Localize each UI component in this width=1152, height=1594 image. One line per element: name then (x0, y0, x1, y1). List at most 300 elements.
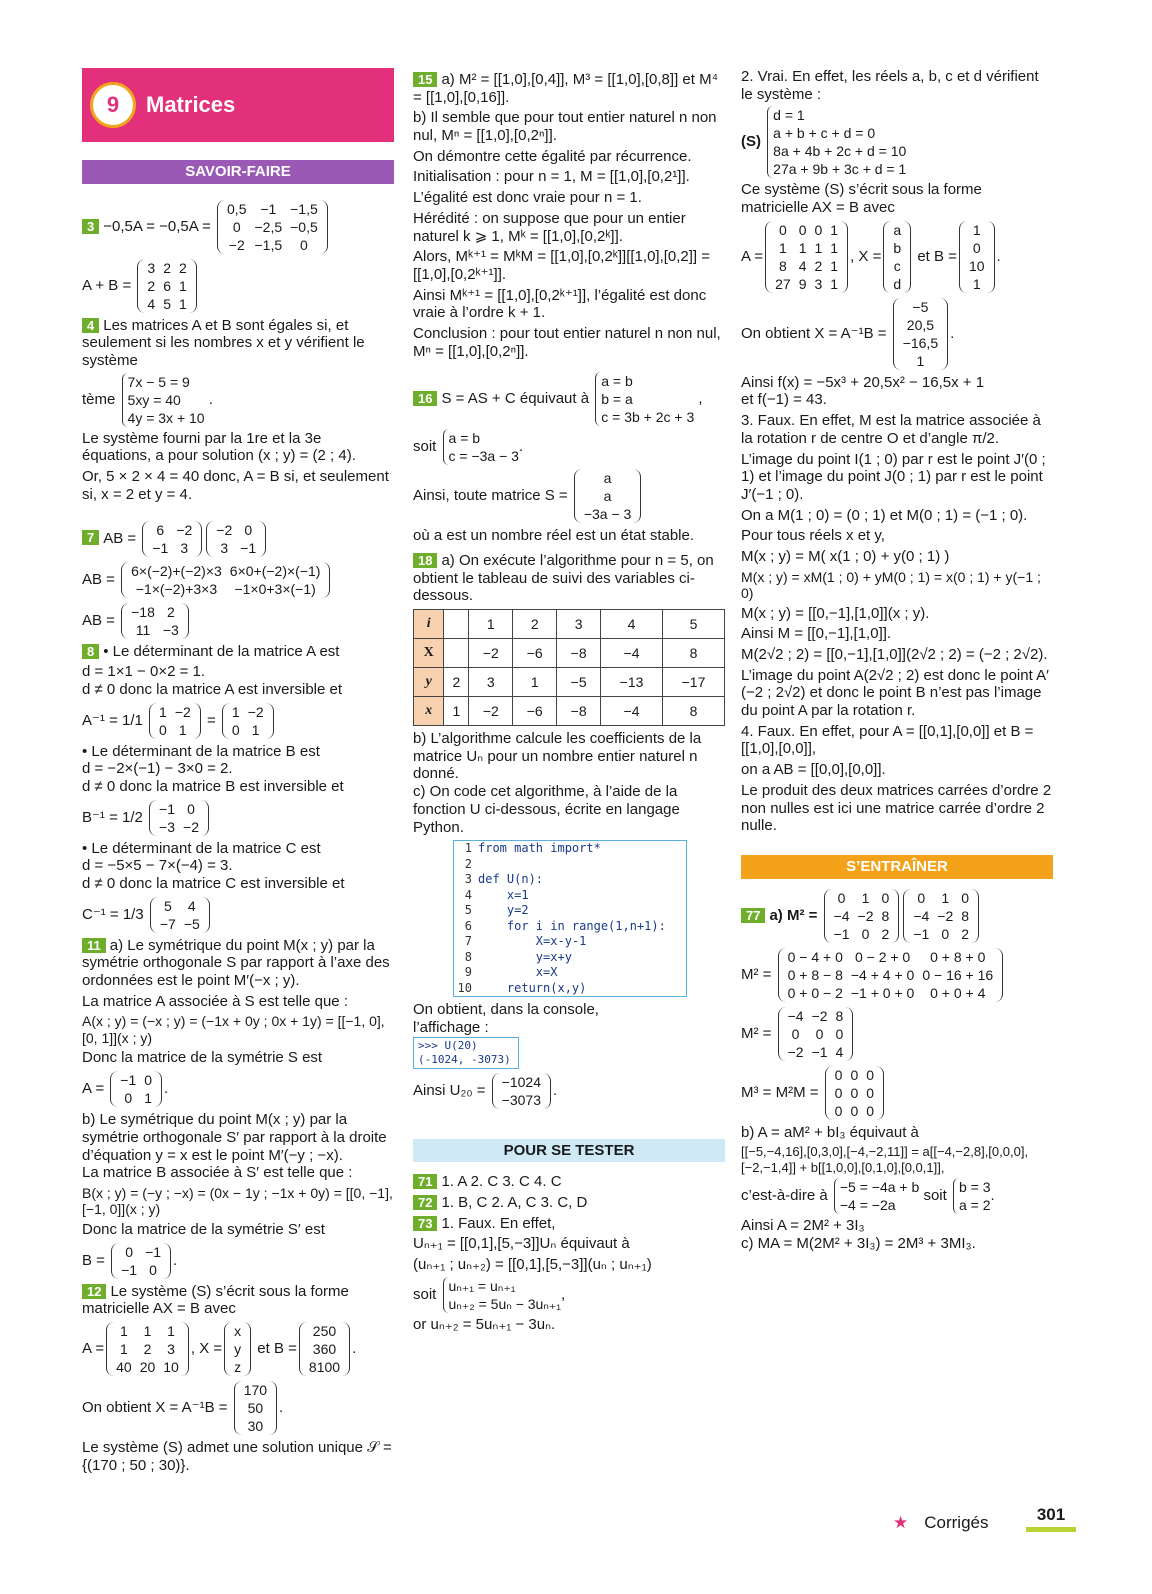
system (443, 429, 519, 465)
ex7-l3: AB = (82, 611, 115, 629)
matrix-cell: 0 (850, 1084, 859, 1101)
ex18-b: b) L’algorithme calcule les coefficients de la matrice Uₙ pour un nombre entier naturel n donné. (413, 730, 702, 783)
matrix (903, 889, 979, 943)
matrix-cell: −1 (159, 800, 176, 817)
ex7-line2 (82, 561, 394, 599)
matrix-cell: 0 (144, 1072, 153, 1089)
code-text: x=1 (478, 887, 529, 902)
matrix-cell: 1 (120, 1341, 128, 1357)
matrix-cell: 0 (850, 1066, 859, 1083)
matrix-cell: 0 (187, 800, 195, 817)
ex4-system: tème 7x − 5 = 9 5xy = 40 4y = 3x + 10 . (82, 373, 213, 426)
ex11-b3: Donc la matrice de la symétrie S′ est (82, 1220, 325, 1238)
ex15-c: On démontre cette égalité par récurrence. (413, 147, 692, 165)
matrix (149, 703, 201, 739)
matrix-cell: −2 (247, 703, 264, 720)
tracking-table (413, 609, 725, 726)
matrix-cell: 1 (251, 721, 260, 738)
c3-2: L’image du point I(1 ; 0) par r est le point J′(0 ; 1) et l’image du point J(0 ; 1) par r est le point J′(−1 ; 0). (741, 450, 1046, 503)
matrix-cell: 1 (830, 257, 839, 274)
exercise-number: 3 (82, 219, 99, 234)
ex7-l1: AB = (103, 529, 137, 547)
ex8-c4-text: C⁻¹ = 1/3 (82, 905, 144, 923)
matrix (893, 298, 948, 370)
ex8-b2: d = −2×(−1) − 3×0 = 2. (82, 760, 233, 778)
footer (893, 1513, 989, 1533)
table-row-header: X (414, 639, 444, 668)
c2-1: 2. Vrai. En effet, les réels a, b, c et d vérifient le système : (741, 68, 1039, 103)
exercise-15 (413, 71, 725, 106)
table-row-header: x (414, 697, 444, 726)
code-text: for i in range(1,n+1): (478, 918, 666, 933)
matrix-cell: 0 (941, 925, 950, 942)
matrix-cell: y (234, 1341, 242, 1357)
matrix-cell: 27 (775, 275, 791, 292)
ex4-text: Les matrices A et B sont égales si, et seulement si les nombres x et y vérifient le système (82, 316, 365, 370)
matrix-cell: −4 (833, 907, 850, 924)
matrix-cell: −1 (120, 1072, 137, 1089)
chapter-title: Matrices (146, 92, 236, 118)
matrix-cell: 1 (167, 1323, 175, 1339)
code-line (454, 841, 686, 857)
matrix-cell: −16,5 (902, 334, 939, 351)
e77-d: Ainsi A = 2M² + 3I₃ (741, 1216, 865, 1234)
c2-4: Ainsi f(x) = −5x³ + 20,5x² − 16,5x + 1 (741, 373, 985, 391)
ex15-her3: Ainsi Mᵏ⁺¹ = [[1,0],[0,2ᵏ⁺¹]], l’égalité est donc vraie à l’ordre k + 1. (413, 286, 707, 322)
matrix-cell: 6 (163, 277, 171, 294)
matrix-cell: 1 (972, 221, 981, 238)
matrix-cell: 0 (917, 889, 926, 906)
table-cell: 5 (663, 610, 725, 639)
table-cell (444, 610, 469, 639)
matrix (299, 1322, 350, 1376)
ex8-b4-text: B⁻¹ = 1/2 (82, 808, 143, 826)
code-text: def U(n): (478, 872, 544, 887)
exercise-16: 16 S = AS + C équivaut à a = b b = a c = 3b + 2c + 3 , (413, 372, 725, 426)
exercise-number: 4 (82, 318, 99, 333)
system-line: c = 3b + 2c + 3 (601, 409, 695, 426)
ex3-sum-text: A + B = (82, 276, 132, 294)
ex8-c3: d ≠ 0 donc la matrice C est inversible et (82, 875, 345, 892)
e77-c: c’est-à-dire à −5 = −4a + b −4 = −2a soit b = 3 a = 2 . (741, 1178, 995, 1213)
ex11-b4: B = 0 −1 −1 0 . (82, 1243, 178, 1278)
page-number-text: 301 (1036, 1505, 1066, 1524)
ex8-b1: • Le déterminant de la matrice B est (82, 742, 320, 760)
exercise-3 (82, 199, 394, 255)
matrix-cell: −2 (937, 907, 954, 924)
ex15-her: Hérédité : on suppose que pour un entier naturel k ⩾ 1, Mᵏ = [[1,0],[0,2ᵏ]]. (413, 209, 686, 245)
matrix (959, 221, 995, 293)
matrix-cell: −5 (912, 298, 929, 315)
matrix-cell: 360 (312, 1341, 337, 1357)
system (767, 106, 906, 178)
exercise-number: 71 (413, 1174, 437, 1189)
matrix-cell: 1 (231, 703, 240, 720)
matrix-cell: d (893, 275, 902, 292)
exercise-number: 7 (82, 530, 99, 545)
c2-5: et f(−1) = 43. (741, 391, 827, 409)
matrix-cell: 1 (941, 889, 950, 906)
ex11-a2: La matrice A associée à S est telle que : (82, 992, 348, 1010)
matrix-cell: 1 (178, 721, 187, 738)
table-row (414, 639, 725, 668)
matrix-cell: 1 (830, 275, 839, 292)
matrix-cell: −1×0+3×(−1) (234, 580, 316, 597)
ex8-a3: d ≠ 0 donc la matrice A est inversible et (82, 680, 343, 698)
matrix-cell: 0 − 4 + 0 (787, 948, 843, 965)
table-row (414, 697, 725, 726)
matrix (234, 1381, 277, 1435)
system-line: −5 = −4a + b (839, 1178, 920, 1195)
system-line: d = 1 (773, 107, 805, 124)
matrix-cell: 4 (835, 1043, 844, 1060)
c2-solution: On obtient X = A⁻¹B = −5 20,5 −16,5 1 . (741, 298, 955, 369)
table-cell: 1 (469, 610, 513, 639)
exercise-71 (413, 1173, 725, 1191)
matrix-cell: 1 (861, 889, 870, 906)
ex7-line3 (82, 602, 394, 640)
ex4-p1: Le système fourni par la 1re et la 3e équations, a pour solution (x ; y) = (2 ; 4). (82, 429, 356, 465)
matrix-cell: 1 (814, 239, 823, 256)
matrix-cell: 2 (166, 603, 175, 620)
ex8-a2: d = 1×1 − 0×2 = 1. (82, 663, 206, 681)
matrix-cell: −2 (216, 521, 233, 538)
ex11-b: b) Le symétrique du point M(x ; y) par la symétrie orthogonale S′ par rapport à la droite d’équation y = x est le point M′(−y ; −x). (82, 1111, 387, 1164)
system-line: c = −3a − 3 (448, 448, 519, 465)
matrix-cell: 0 (244, 521, 253, 538)
ex73-3: (uₙ₊₁ ; uₙ₊₂) = [[0,1],[5,−3]](uₙ ; uₙ₊₁) (413, 1256, 652, 1273)
console-line-1: >>> U(20) (418, 1038, 478, 1052)
code-line-number: 8 (464, 949, 472, 964)
matrix-cell: 0 (231, 721, 240, 738)
matrix-cell: −4 + 4 + 0 (850, 966, 915, 983)
code-text: x=X (478, 965, 558, 980)
ex18-a: a) On exécute l’algorithme pour n = 5, on obtient le tableau de suivi des variables ci-dessous. (413, 552, 714, 605)
exercise-8 (82, 643, 394, 661)
matrix-cell: 0 (798, 221, 807, 238)
matrix-cell: −2 (183, 818, 199, 835)
matrix (121, 603, 189, 639)
e77-l2: M² = (741, 965, 772, 983)
exercise-4 (82, 317, 394, 370)
section-s-entrainer: S’ENTRAÎNER (741, 855, 1053, 879)
exercise-73 (413, 1215, 725, 1233)
ex11-a4-text: A = (82, 1080, 105, 1098)
ex12-a-label: A = (82, 1339, 105, 1357)
matrix-cell: 10 (163, 1359, 179, 1375)
section-pour-se-tester: POUR SE TESTER (413, 1139, 725, 1163)
chapter-header (82, 68, 394, 142)
ex8-a4: A⁻¹ = 1/1 1 −2 0 1 = 1 −2 0 1 (82, 702, 394, 740)
ex11-b4-text: B = (82, 1251, 105, 1269)
ex11-a: a) Le symétrique du point M(x ; y) par la symétrie orthogonale S par rapport à l’axe des ordonnées est le point M′(−x ; y). (82, 936, 390, 990)
matrix-cell: 1 (144, 1090, 153, 1107)
e77-line2 (741, 947, 1053, 1003)
matrix-cell: −1 (260, 200, 277, 217)
matrix-cell: 8 (779, 257, 787, 274)
matrix-cell: −0,5 (290, 218, 318, 235)
ex12-1: Le système (S) s’écrit sous la forme matricielle AX = B avec (82, 1282, 349, 1318)
exercise-11 (82, 937, 394, 990)
ex12-3: Le système (S) admet une solution unique 𝒮 = {(170 ; 50 ; 30)}. (82, 1439, 392, 1474)
code-text: y=x+y (478, 949, 572, 964)
matrix-cell: 1 (830, 239, 839, 256)
table-cell: 1 (513, 668, 557, 697)
matrix-cell: 2 (961, 925, 970, 942)
table-cell: −8 (557, 697, 601, 726)
matrix-cell: 50 (247, 1400, 264, 1416)
table-cell: 3 (469, 668, 513, 697)
code-line-number: 5 (464, 903, 472, 918)
ex4-p2: Or, 5 × 2 × 4 = 40 donc, A = B si, et seulement si, x = 2 et y = 4. (82, 468, 389, 503)
matrix-cell: 1 (159, 703, 167, 720)
matrix-cell: 20 (139, 1359, 156, 1375)
table-cell: −4 (601, 639, 663, 668)
ex12-b-label: et B = (257, 1339, 297, 1357)
matrix-cell: −1 (833, 925, 850, 942)
matrix-cell: 0 + 0 + 4 (930, 984, 986, 1001)
matrix-cell: 1 (120, 1323, 128, 1339)
e77-line4 (741, 1065, 1053, 1121)
ex12-2: On obtient X = A⁻¹B = (82, 1398, 228, 1416)
matrix-cell: −7 (159, 915, 176, 932)
system-line: uₙ₊₂ = 5uₙ − 3uₙ₊₁ (448, 1295, 562, 1312)
c2-system (741, 106, 1053, 178)
exercise-number: 77 (741, 908, 765, 923)
matrix-cell: 0 + 8 + 0 (930, 948, 986, 965)
ex15-her2: Alors, Mᵏ⁺¹ = MᵏM = [[1,0],[0,2ᵏ]][[1,0],[0,2]] = [[1,0],[0,2ᵏ⁺¹]]. (413, 248, 711, 283)
e77-l4: M³ = M²M = (741, 1083, 819, 1101)
matrix (217, 200, 328, 254)
python-code-block (453, 840, 687, 997)
matrix-cell: 1 (798, 239, 807, 256)
matrix-cell: 0 (835, 1025, 844, 1042)
star-icon: ★ (893, 1513, 909, 1532)
system-line: a = b (448, 430, 481, 447)
c3-9: M(2√2 ; 2) = [[0,−1],[1,0]](2√2 ; 2) = (−2 ; 2√2). (741, 646, 1048, 664)
ex73-1: 1. Faux. En effet, (441, 1214, 556, 1232)
exercise-12 (82, 1283, 394, 1318)
code-line (454, 919, 686, 935)
matrix-cell: 0 + 8 − 8 (787, 966, 843, 983)
e77-soit: soit (923, 1186, 947, 1204)
ex8-b4 (82, 799, 394, 837)
matrix (778, 948, 1004, 1002)
matrix-cell: 0 (961, 889, 970, 906)
matrix (137, 259, 196, 313)
c4-2: on a AB = [[0,0],[0,0]]. (741, 761, 886, 779)
ex8-c2: d = −5×5 − 7×(−4) = 3. (82, 857, 233, 875)
matrix-cell: −3073 (501, 1091, 541, 1108)
e77-b-eq: [[−5,−4,16],[0,3,0],[−4,−2,11]] = a[[−4,−2,8],[0,0,0],[−2,−1,4]] + b[[1,0,0],[0,1,0],[0,0,1]], (741, 1144, 1029, 1175)
table-cell (444, 639, 469, 668)
exercise-number: 72 (413, 1195, 437, 1210)
matrix-cell: −2 (787, 1043, 804, 1060)
matrix (206, 521, 266, 557)
matrix-cell: −1 (152, 539, 169, 556)
matrix-cell: z (234, 1359, 242, 1375)
ex11-a3: Donc la matrice de la symétrie S est (82, 1049, 323, 1067)
table-cell: −5 (557, 668, 601, 697)
code-line (454, 872, 686, 888)
system-line: b = a (601, 391, 633, 408)
matrix-cell: −1×(−2)+3×3 (135, 580, 218, 597)
matrix-cell: 6×(−2)+(−2)×3 (131, 562, 222, 579)
system-line: a = 2 (958, 1196, 991, 1213)
code-line (454, 981, 686, 997)
matrix-cell: 3 (167, 1341, 175, 1357)
code-line (454, 950, 686, 966)
ex11-a4: A = −1 0 0 1 . (82, 1072, 169, 1107)
ex18-console-line (413, 1001, 725, 1068)
column-2 (413, 68, 725, 1333)
matrix-cell: 0 (834, 1084, 843, 1101)
ex16-1: S = AS + C équivaut à (441, 390, 590, 408)
matrix-cell: −2 (176, 521, 193, 538)
matrix-cell: 0 (815, 1025, 824, 1042)
ex18-result: Ainsi U₂₀ = −1024 −3073 . (413, 1073, 558, 1108)
matrix-cell: 0 (300, 236, 308, 253)
matrix-cell: −1 (913, 925, 930, 942)
ex8-a1: • Le déterminant de la matrice A est (103, 642, 340, 660)
ex16-3: où a est un nombre réel est un état stable. (413, 527, 695, 545)
matrix-cell: 0 (834, 1066, 843, 1083)
matrix-cell: −5 (183, 915, 200, 932)
table-cell: 4 (601, 610, 663, 639)
exercise-number: 12 (82, 1284, 106, 1299)
ex12-x-label: X = (199, 1339, 223, 1357)
ex12-matrices: A = 1 1 1 1 2 3 40 20 10 , X = x y z et B = 250 360 8100 . (82, 1323, 357, 1375)
system (595, 372, 694, 426)
matrix-cell: −18 (131, 603, 155, 620)
code-text: from math import* (478, 841, 601, 856)
matrix (142, 521, 202, 557)
ex18-c: c) On code cet algorithme, à l’aide de la fonction U ci-dessous, écrite en langage Python. (413, 783, 680, 836)
ex8-c1: • Le déterminant de la matrice C est (82, 839, 321, 857)
ex16-soit: soit a = b c = −3a − 3 . (413, 430, 524, 465)
ex73-4: or uₙ₊₂ = 5uₙ₊₁ − 3uₙ. (413, 1315, 556, 1333)
matrix-cell: 3 (180, 539, 189, 556)
c2-b-label: et B = (917, 247, 957, 265)
system-line: b = 3 (958, 1178, 991, 1195)
system (443, 1277, 562, 1313)
matrix-cell: −1 + 0 + 0 (850, 984, 915, 1001)
matrix-cell: 2 (881, 925, 890, 942)
matrix-cell: −1 (145, 1243, 162, 1260)
matrix-cell: 0 (837, 889, 846, 906)
chapter-number: 9 (90, 82, 136, 128)
exercise-number: 73 (413, 1216, 437, 1231)
c3-3: On a M(1 ; 0) = (0 ; 1) et M(0 ; 1) = (−1 ; 0). (741, 506, 1028, 524)
matrix-cell: b (893, 239, 902, 256)
matrix-cell: 0 (779, 221, 787, 238)
table-cell: −8 (557, 639, 601, 668)
ex15-init2: L’égalité est donc vraie pour n = 1. (413, 189, 642, 207)
ex7-l2: AB = (82, 570, 115, 588)
matrix-cell: x (234, 1323, 242, 1339)
matrix-cell: 4 (147, 295, 156, 312)
table-cell: 1 (444, 697, 469, 726)
code-text: return(x,y) (478, 980, 587, 995)
matrix-cell: 2 (147, 277, 156, 294)
c3-8: Ainsi M = [[0,−1],[1,0]]. (741, 625, 892, 643)
matrix-cell: 4 (187, 897, 196, 914)
matrix-cell: 1 (178, 295, 187, 312)
matrix (224, 1322, 251, 1376)
matrix-cell: 0 (881, 889, 890, 906)
table-cell: 8 (663, 639, 725, 668)
matrix-cell: 6×0+(−2)×(−1) (229, 562, 321, 579)
matrix-cell: 0 (814, 221, 823, 238)
e77-l3: M² = (741, 1024, 772, 1042)
system-line: 4y = 3x + 10 (127, 409, 205, 426)
code-line-number: 4 (464, 887, 472, 902)
matrix-cell: −1024 (501, 1073, 541, 1090)
ex18-e: Ainsi U₂₀ = (413, 1081, 486, 1099)
code-line (454, 903, 686, 919)
ex73-2: Uₙ₊₁ = [[0,1],[5,−3]]Uₙ équivaut à (413, 1235, 630, 1253)
matrix-cell: 20,5 (906, 316, 935, 333)
matrix-cell: 0 (149, 1261, 157, 1278)
table-row-header: i (414, 610, 444, 639)
system-line: uₙ₊₁ = uₙ₊₁ (448, 1277, 516, 1294)
ex11-b2: La matrice B associée à S′ est telle que : (82, 1164, 353, 1182)
c2-matrices: A = 0 0 0 1 1 1 1 1 8 4 2 1 27 9 3 1 , X = a b c d et B = 1 0 10 1 . (741, 221, 1001, 292)
system-line: a = b (601, 373, 633, 390)
matrix-cell: 8 (881, 907, 890, 924)
matrix-cell: 1 (143, 1323, 152, 1339)
c4-3: Le produit des deux matrices carrées d’ordre 2 non nulles est ici une matrice carrée d’ordre 2 nulle. (741, 781, 1052, 835)
c3-6: M(x ; y) = xM(1 ; 0) + yM(0 ; 1) = x(0 ; 1) + y(−1 ; 0) (741, 568, 1041, 602)
ex15-b: b) Il semble que pour tout entier naturel n non nul, Mⁿ = [[1,0],[0,2ⁿ]]. (413, 109, 717, 145)
exercise-number: 15 (413, 72, 437, 87)
table-cell: −17 (663, 668, 725, 697)
ex73-soit: soit uₙ₊₁ = uₙ₊₁ uₙ₊₂ = 5uₙ − 3uₙ₊₁ , (413, 1277, 566, 1312)
c2-a-label: A = (741, 247, 764, 265)
matrix-cell: 3 (814, 275, 823, 292)
code-line-number: 9 (464, 965, 472, 980)
system-line: 27a + 9b + 3c + d = 1 (773, 161, 907, 178)
matrix-cell: 0 − 16 + 16 (922, 966, 994, 983)
table-row-header: y (414, 668, 444, 697)
matrix-cell: −3a − 3 (583, 506, 632, 523)
matrix-cell: 8 (835, 1007, 844, 1024)
c4-1: 4. Faux. En effet, pour A = [[0,1],[0,0]] et B = [[1,0],[0,0]], (741, 722, 1034, 758)
matrix-cell: c (893, 257, 901, 274)
matrix (492, 1073, 551, 1109)
matrix-cell: 250 (312, 1323, 337, 1339)
matrix-cell: 0 (791, 1025, 800, 1042)
table-cell: 2 (444, 668, 469, 697)
matrix-cell: 2 (143, 1341, 152, 1357)
matrix-cell: 4 (798, 257, 807, 274)
matrix-cell: −1 (121, 1261, 138, 1278)
matrix (111, 1243, 171, 1279)
exercise-number: 8 (82, 644, 99, 659)
matrix-cell: −4 (787, 1007, 804, 1024)
table-cell: −4 (601, 697, 663, 726)
system-line: 5xy = 40 (127, 391, 181, 408)
matrix-cell: 0 (232, 218, 241, 235)
matrix-cell: 0 (972, 239, 981, 256)
matrix-cell: 11 (135, 621, 151, 638)
matrix-cell: 40 (116, 1359, 132, 1375)
matrix (883, 221, 911, 293)
matrix (222, 703, 274, 739)
page-number-underline (1026, 1527, 1076, 1532)
matrix-cell: 1 (972, 275, 981, 292)
matrix-cell: 170 (243, 1382, 268, 1398)
